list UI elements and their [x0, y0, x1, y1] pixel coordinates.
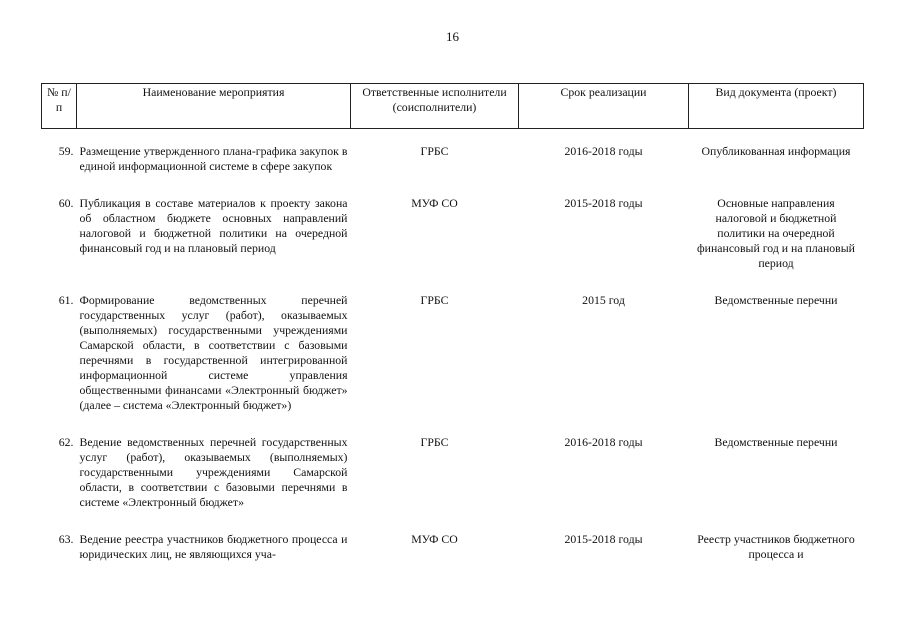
row-num: 63.	[58, 532, 74, 546]
table-row	[42, 435, 864, 510]
header-num: № п/п	[42, 84, 77, 129]
row-doc-type: Реестр участников бюджетного процесса и	[697, 532, 855, 561]
page-number: 16	[446, 29, 459, 44]
row-doc-type: Ведомственные перечни	[714, 435, 838, 449]
row-measure-name: Ведение ведомственных перечней государственных услуг (работ), оказываемых (выполняемых) государственными учреждениями Самарской области, в соответствии с базовыми перечнями в системе «Электронный бюджет»	[79, 435, 348, 509]
row-executor: МУФ СО	[411, 532, 458, 546]
row-num: 60.	[58, 196, 74, 210]
row-measure-name: Публикация в составе материалов к проекту закона об областном бюджете основных направлений налоговой и бюджетной политики на очередной финансовый год и на плановый период	[79, 196, 348, 255]
header-executors: Ответственные исполнители (соисполнители)	[351, 84, 519, 129]
row-num: 62.	[58, 435, 74, 449]
row-executor: МУФ СО	[411, 196, 458, 210]
row-doc-type: Основные направления налоговой и бюджетной политики на очередной финансовый год и на плановый период	[697, 196, 855, 270]
row-executor: ГРБС	[420, 144, 449, 158]
row-doc-type: Ведомственные перечни	[714, 293, 838, 307]
table-row	[42, 293, 864, 413]
header-name: Наименование мероприятия	[77, 84, 351, 129]
row-term: 2015 год	[582, 293, 625, 307]
table-header-row	[42, 84, 864, 129]
row-num: 61.	[58, 293, 74, 307]
table-row	[42, 196, 864, 271]
row-term: 2015-2018 годы	[564, 532, 643, 546]
header-term: Срок реализации	[519, 84, 689, 129]
row-measure-name: Формирование ведомственных перечней государственных услуг (работ), оказываемых (выполняемых) государственными учреждениями Самарской области, в соответствии с базовыми перечнями в государственной интегрированной информационной системе управления общественными финансами «Электронный бюджет» (далее – система «Электронный бюджет»)	[79, 293, 348, 412]
table-row	[42, 532, 864, 562]
row-num: 59.	[58, 144, 74, 158]
table-row	[42, 144, 864, 174]
row-term: 2016-2018 годы	[564, 435, 643, 449]
row-doc-type: Опубликованная информация	[701, 144, 851, 158]
row-executor: ГРБС	[420, 293, 449, 307]
row-executor: ГРБС	[420, 435, 449, 449]
header-doc-type: Вид документа (проект)	[689, 84, 864, 129]
row-term: 2015-2018 годы	[564, 196, 643, 210]
measures-table	[41, 83, 864, 562]
row-term: 2016-2018 годы	[564, 144, 643, 158]
row-measure-name: Ведение реестра участников бюджетного процесса и юридических лиц, не являющихся уча-	[79, 532, 348, 561]
row-measure-name: Размещение утвержденного плана-графика закупок в единой информационной системе в сфере закупок	[79, 144, 348, 173]
